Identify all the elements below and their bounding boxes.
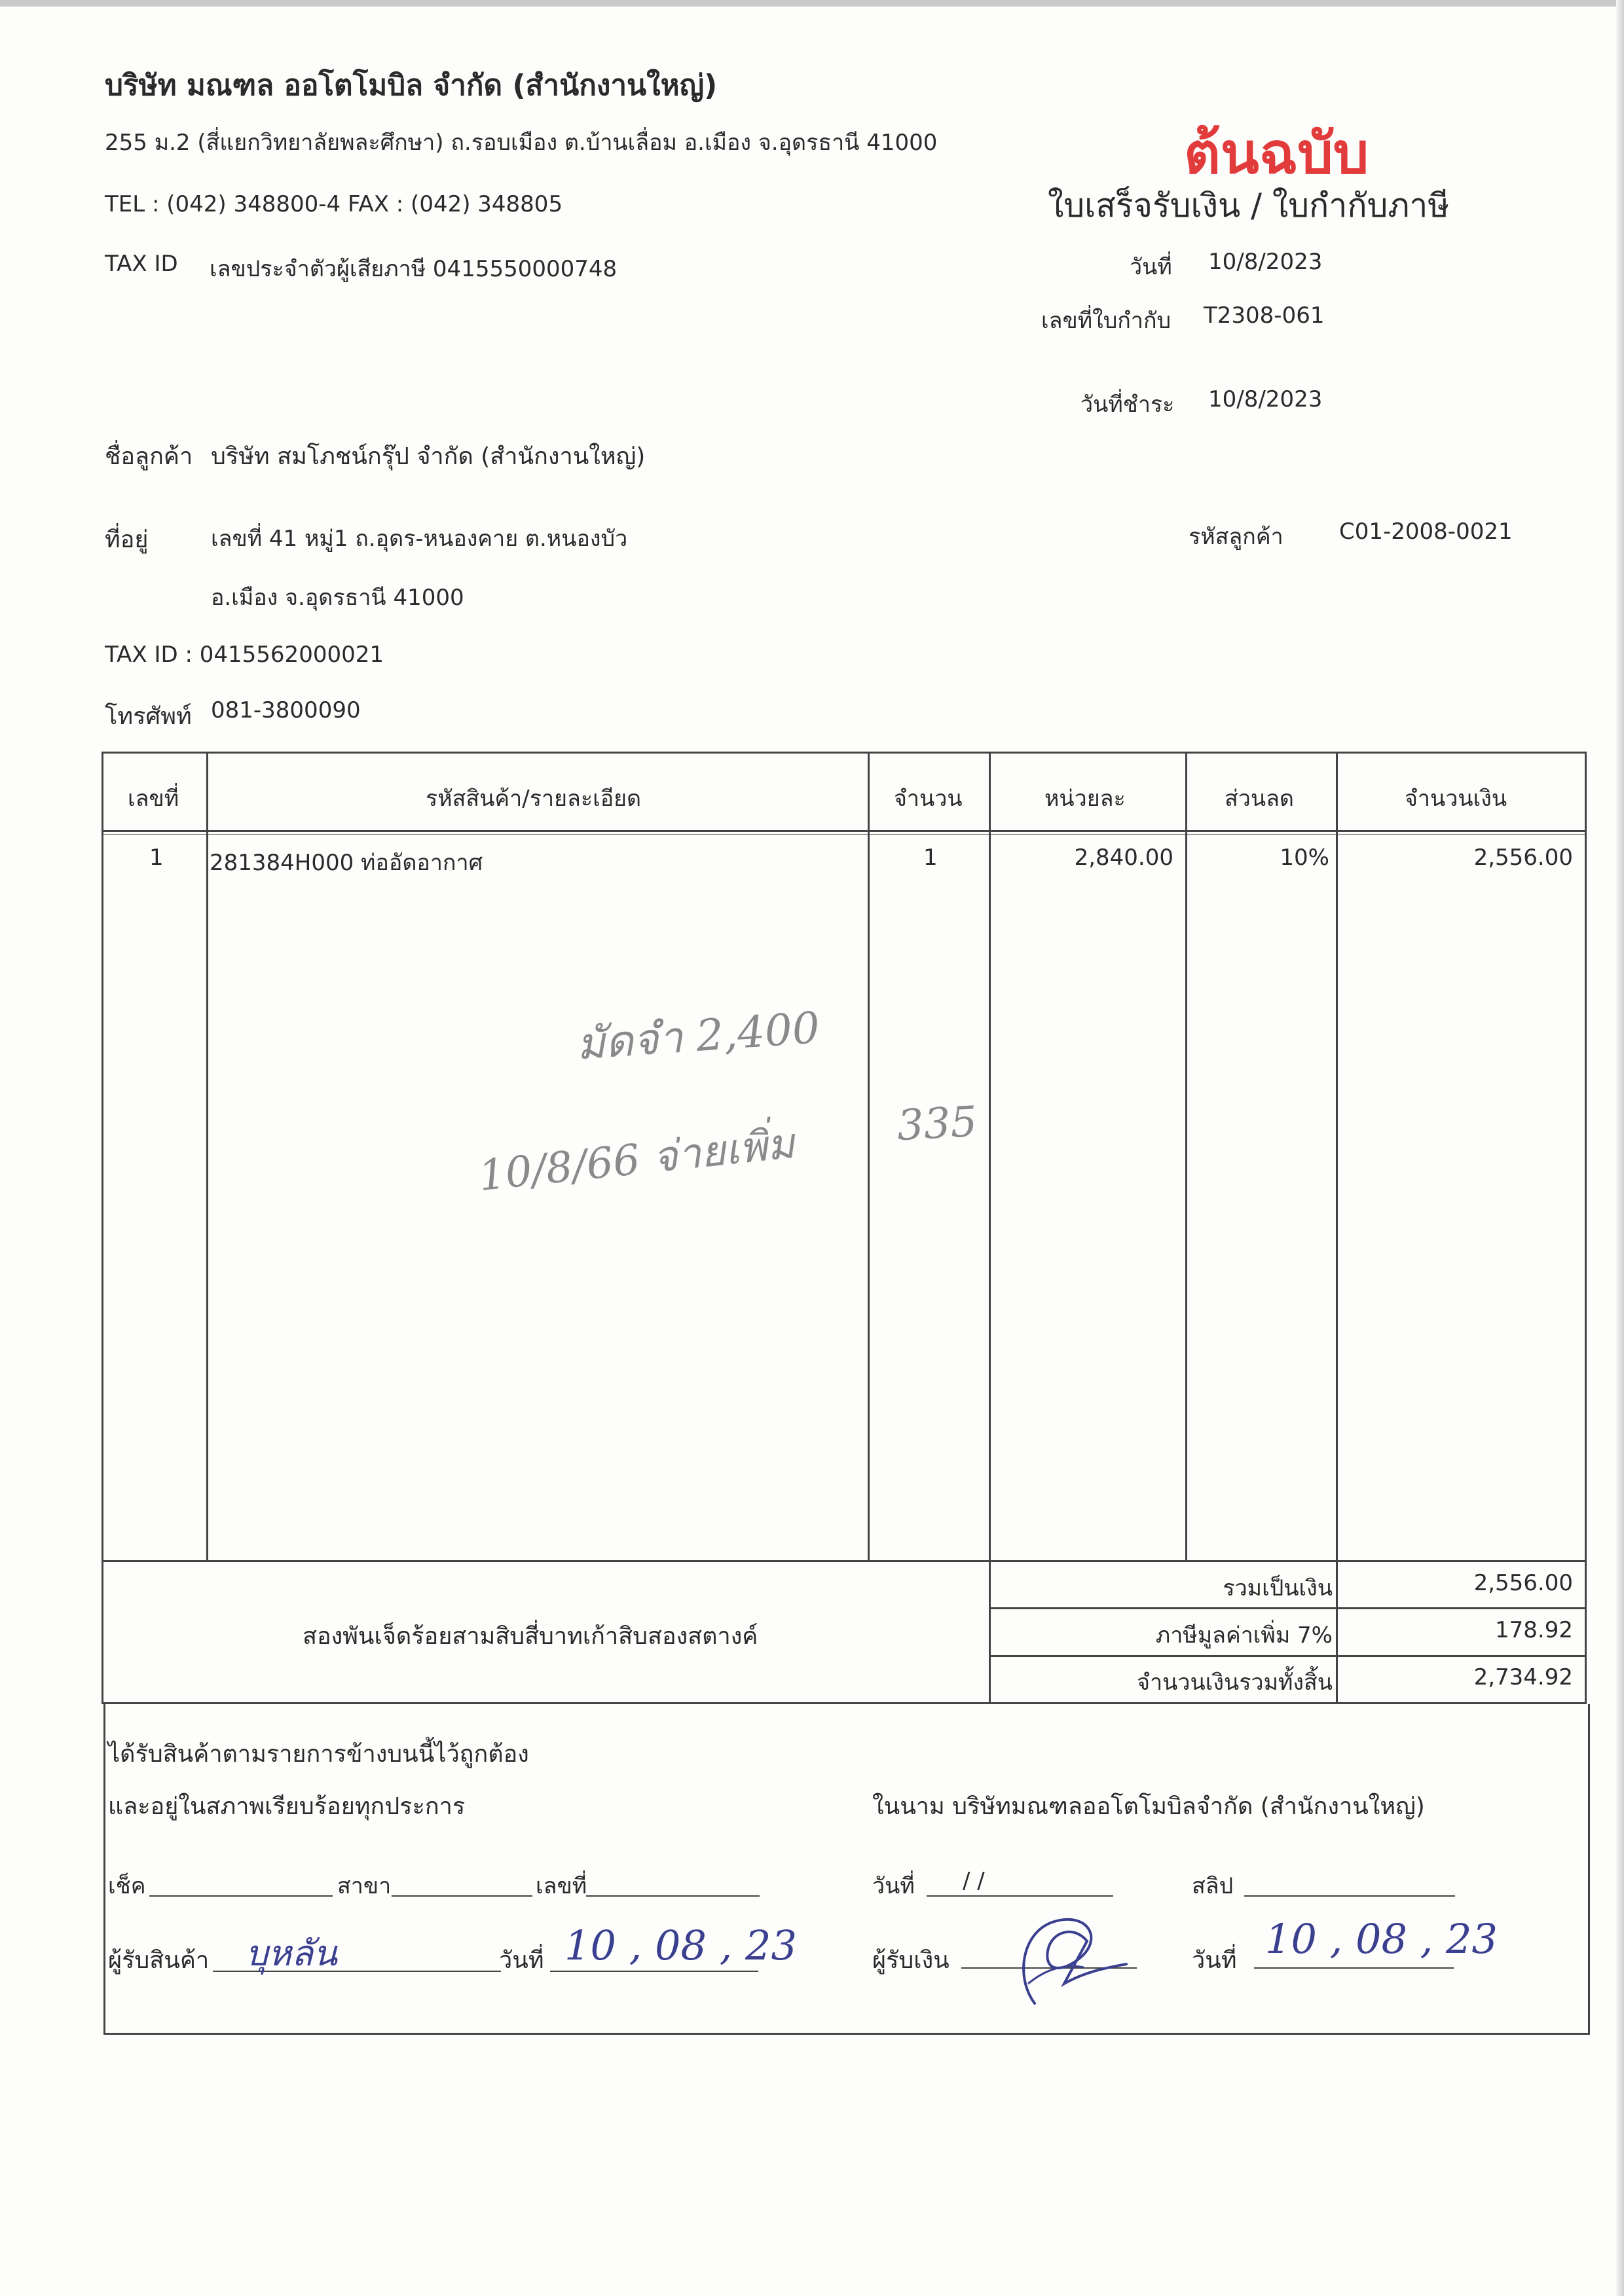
customer-tax-id: TAX ID : 0415562000021 bbox=[105, 642, 384, 668]
vat-label: ภาษีมูลค่าเพิ่ม 7% bbox=[1155, 1622, 1333, 1649]
col-header-description: รหัสสินค้า/รายละเอียด bbox=[426, 786, 642, 812]
company-tax-id: เลขประจำตัวผู้เสียภาษี 0415550000748 bbox=[210, 256, 618, 282]
receiver-goods-date-line bbox=[550, 1971, 758, 1972]
company-phone: TEL : (042) 348800-4 FAX : (042) 348805 bbox=[105, 191, 563, 217]
col-header-discount: ส่วนลด bbox=[1225, 786, 1295, 812]
row-no: 1 bbox=[149, 845, 164, 871]
col-header-amount: จำนวนเงิน bbox=[1405, 786, 1507, 812]
customer-phone: 081-3800090 bbox=[211, 697, 361, 723]
receiver-money-signature bbox=[989, 1905, 1133, 2016]
customer-code-label: รหัสลูกค้า bbox=[1189, 524, 1283, 550]
grand-total-label: จำนวนเงินรวมทั้งสิ้น bbox=[1137, 1669, 1333, 1696]
customer-name: บริษัท สมโภชน์กรุ๊ป จำกัด (สำนักงานใหญ่) bbox=[211, 443, 646, 470]
received-goods-line1: ได้รับสินค้าตามรายการข้างบนนี้ไว้ถูกต้อง bbox=[108, 1741, 529, 1768]
subtotal-value: 2,556.00 bbox=[1473, 1570, 1573, 1596]
scan-top-edge bbox=[0, 0, 1624, 7]
cheque-label: เช็ค bbox=[108, 1873, 146, 1899]
slip-label: สลิป bbox=[1192, 1873, 1234, 1899]
amount-in-words: สองพันเจ็ดร้อยสามสิบสี่บาทเก้าสิบสองสตางค์ bbox=[303, 1623, 758, 1650]
cheque-number-blank bbox=[586, 1895, 760, 1897]
payment-date-line bbox=[927, 1895, 1113, 1897]
receiver-goods-date-label: วันที่ bbox=[499, 1947, 544, 1974]
company-tax-label: TAX ID bbox=[105, 251, 178, 277]
document-title: ใบเสร็จรับเงิน / ใบกำกับภาษี bbox=[1048, 187, 1450, 225]
doc-date: 10/8/2023 bbox=[1208, 249, 1323, 275]
receiver-goods-date: 10 , 08 , 23 bbox=[564, 1922, 797, 1969]
customer-code: C01-2008-0021 bbox=[1339, 519, 1513, 545]
doc-date-label: วันที่ bbox=[1130, 254, 1172, 280]
cheque-blank bbox=[149, 1895, 333, 1897]
payment-date-blank: / / bbox=[963, 1868, 985, 1894]
handwritten-extra-amount: 335 bbox=[896, 1097, 979, 1151]
customer-address-line1: เลขที่ 41 หมู่1 ถ.อุดร-หนองคาย ต.หนองบัว bbox=[211, 526, 628, 552]
handwritten-deposit-note: มัดจำ 2,400 bbox=[574, 1002, 822, 1070]
due-date-label: วันที่ชำระ bbox=[1080, 392, 1175, 418]
row-amount: 2,556.00 bbox=[1473, 845, 1573, 871]
col-header-unit-price: หน่วยละ bbox=[1044, 786, 1126, 812]
company-name: บริษัท มณฑล ออโตโมบิล จำกัด (สำนักงานใหญ่) bbox=[105, 69, 718, 102]
receiver-money-date-line bbox=[1254, 1967, 1454, 1969]
branch-blank bbox=[392, 1895, 532, 1897]
customer-name-label: ชื่อลูกค้า bbox=[105, 443, 193, 470]
customer-address-label: ที่อยู่ bbox=[105, 526, 149, 553]
col-header-no: เลขที่ bbox=[128, 786, 179, 812]
company-address: 255 ม.2 (สี่แยกวิทยาลัยพละศึกษา) ถ.รอบเมือง ต.บ้านเลื่อม อ.เมือง จ.อุดรธานี 41000 bbox=[105, 130, 938, 156]
on-behalf-of-company: ในนาม บริษัทมณฑลออโตโมบิลจำกัด (สำนักงานใหญ่) bbox=[872, 1793, 1425, 1820]
grand-total-value: 2,734.92 bbox=[1473, 1664, 1573, 1690]
row-qty: 1 bbox=[923, 845, 938, 871]
original-stamp: ต้นฉบับ bbox=[1184, 121, 1369, 187]
receiver-money-date-label: วันที่ bbox=[1192, 1947, 1237, 1974]
invoice-no-label: เลขที่ใบกำกับ bbox=[1041, 308, 1172, 334]
row-unit-price: 2,840.00 bbox=[1074, 845, 1173, 871]
handwritten-extra-payment-note: 10/8/66 จ่ายเพิ่ม bbox=[476, 1119, 797, 1201]
payment-date-label: วันที่ bbox=[872, 1873, 915, 1899]
receiver-money-label: ผู้รับเงิน bbox=[872, 1947, 950, 1974]
invoice-no: T2308-061 bbox=[1204, 302, 1325, 329]
row-discount: 10% bbox=[1280, 845, 1329, 871]
col-header-qty: จำนวน bbox=[894, 786, 963, 812]
cheque-number-label: เลขที่ bbox=[536, 1873, 587, 1899]
slip-blank bbox=[1244, 1895, 1455, 1897]
branch-label: สาขา bbox=[337, 1873, 392, 1899]
receiver-goods-signature: บุหลัน bbox=[246, 1933, 337, 1974]
customer-address-line2: อ.เมือง จ.อุดรธานี 41000 bbox=[211, 585, 464, 611]
scan-right-edge bbox=[1616, 0, 1624, 2296]
received-goods-line2: และอยู่ในสภาพเรียบร้อยทุกประการ bbox=[108, 1793, 466, 1820]
receiver-money-date: 10 , 08 , 23 bbox=[1265, 1915, 1498, 1963]
receiver-goods-label: ผู้รับสินค้า bbox=[108, 1947, 210, 1974]
customer-phone-label: โทรศัพท์ bbox=[105, 703, 192, 730]
subtotal-label: รวมเป็นเงิน bbox=[1223, 1575, 1333, 1601]
vat-value: 178.92 bbox=[1495, 1617, 1573, 1643]
due-date: 10/8/2023 bbox=[1208, 386, 1323, 412]
row-description: 281384H000 ท่ออัดอากาศ bbox=[210, 850, 483, 876]
